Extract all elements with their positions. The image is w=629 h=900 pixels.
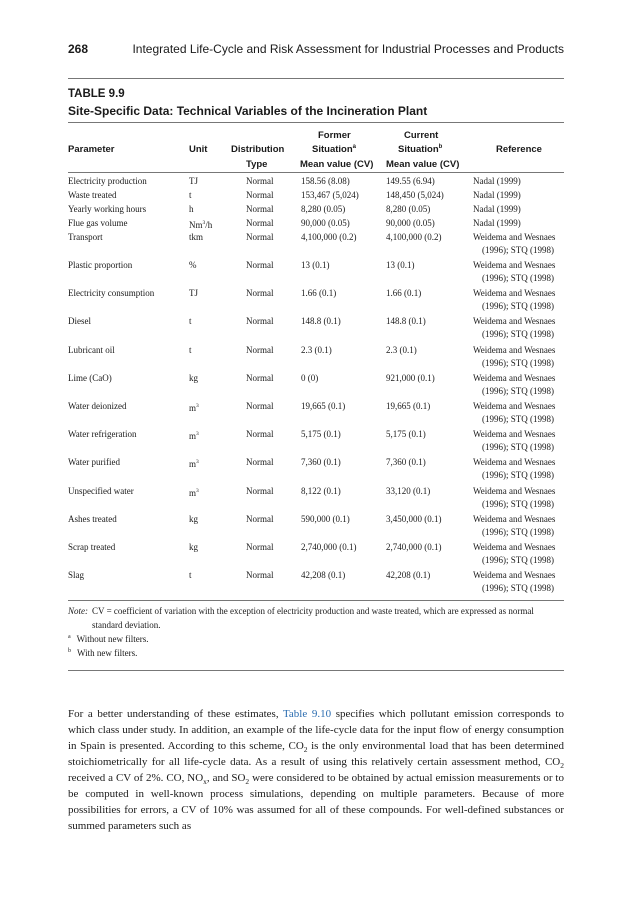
footnote-b: $^b$ With new filters. <box>68 648 138 658</box>
cell-unit: t <box>189 190 192 200</box>
cell-parameter: Waste treated <box>68 190 117 200</box>
cell-reference: (1996); STQ (1998) <box>482 245 554 255</box>
cell-unit: t <box>189 570 192 581</box>
cell-reference: Nadal (1999) <box>473 190 521 200</box>
cell-current-mean: 4,100,000 (0.2) <box>386 232 442 242</box>
cell-former-mean: 1.66 (0.1) <box>301 288 337 299</box>
cell-former-mean: 8,122 (0.1) <box>301 485 341 496</box>
cell-unit: TJ <box>189 176 198 186</box>
col-header-distribution-type: Type <box>246 159 268 170</box>
cell-current-mean: 2.3 (0.1) <box>386 344 417 355</box>
cell-distribution: Normal <box>246 570 274 581</box>
cell-distribution: Normal <box>246 232 274 242</box>
cell-former-mean: 42,208 (0.1) <box>301 570 346 581</box>
cell-unit: t <box>189 344 192 355</box>
cell-unit: $m^3$ <box>189 459 199 470</box>
table-header-rule <box>68 172 564 173</box>
cell-current-mean: 148.8 (0.1) <box>386 316 426 327</box>
col-header-current-mean: Mean value (CV) <box>386 159 460 170</box>
col-header-former-line1: Former <box>318 130 351 141</box>
cell-unit: kg <box>189 513 198 524</box>
col-header-former-line2: Situation$^a$ <box>312 144 356 156</box>
cell-unit: $m^3$ <box>189 403 199 413</box>
table-bottom-rule <box>68 600 564 601</box>
cell-former-mean: 2,740,000 (0.1) <box>301 542 357 552</box>
col-header-distribution: Distribution <box>231 144 285 155</box>
cell-distribution: Normal <box>246 372 274 383</box>
cell-former-mean: 19,665 (0.1) <box>301 401 346 411</box>
cell-current-mean: 148,450 (5,024) <box>386 190 444 200</box>
cell-distribution: Normal <box>246 288 274 299</box>
cell-reference: (1996); STQ (1998) <box>482 357 554 368</box>
cell-reference: (1996); STQ (1998) <box>482 273 554 283</box>
cell-reference: Nadal (1999) <box>473 218 521 228</box>
cell-unit: TJ <box>189 288 198 299</box>
cell-reference: (1996); STQ (1998) <box>482 442 554 453</box>
footnote-a: $^a$ Without new filters. <box>68 634 149 644</box>
cell-former-mean: 590,000 (0.1) <box>301 513 350 524</box>
page-number: 268 <box>68 42 89 56</box>
cell-current-mean: 3,450,000 (0.1) <box>386 513 442 524</box>
cell-current-mean: 90,000 (0.05) <box>386 218 435 228</box>
cell-reference: Weidema and Wesnaes <box>473 232 556 242</box>
cell-reference: (1996); STQ (1998) <box>482 414 554 424</box>
cell-unit: kg <box>189 372 198 383</box>
cell-parameter: Electricity consumption <box>68 288 155 299</box>
cell-distribution: Normal <box>246 542 274 552</box>
cell-distribution: Normal <box>246 176 274 186</box>
cell-reference: Weidema and Wesnaes <box>473 260 556 270</box>
cell-reference: (1996); STQ (1998) <box>482 583 554 594</box>
cell-reference: (1996); STQ (1998) <box>482 555 554 565</box>
cell-distribution: Normal <box>246 204 274 214</box>
cell-former-mean: 153,467 (5,024) <box>301 190 359 200</box>
col-header-reference: Reference <box>496 144 542 155</box>
cell-parameter: Lubricant oil <box>68 344 115 355</box>
cell-parameter: Unspecified water <box>68 485 134 496</box>
col-header-parameter: Parameter <box>68 144 115 155</box>
cell-parameter: Slag <box>68 570 85 581</box>
cell-current-mean: 13 (0.1) <box>386 260 415 270</box>
cell-reference: Weidema and Wesnaes <box>473 542 556 552</box>
cell-distribution: Normal <box>246 260 274 270</box>
cell-reference: Nadal (1999) <box>473 204 521 214</box>
cell-reference: Weidema and Wesnaes <box>473 372 556 383</box>
col-header-unit: Unit <box>189 144 208 155</box>
cell-distribution: Normal <box>246 218 274 228</box>
cell-reference: (1996); STQ (1998) <box>482 526 554 537</box>
cell-distribution: Normal <box>246 344 274 355</box>
col-header-current-line2: Situation$^b$ <box>398 144 443 156</box>
cell-former-mean: 148.8 (0.1) <box>301 316 341 327</box>
cell-unit: $m^3$ <box>189 431 199 442</box>
cell-parameter: Water purified <box>68 457 121 468</box>
cell-unit: $m^3$ <box>189 487 199 498</box>
cell-reference: (1996); STQ (1998) <box>482 385 554 396</box>
cell-parameter: Water refrigeration <box>68 429 137 440</box>
cell-reference: (1996); STQ (1998) <box>482 301 554 312</box>
cell-reference: (1996); STQ (1998) <box>482 498 554 509</box>
cell-distribution: Normal <box>246 316 274 327</box>
cell-distribution: Normal <box>246 190 274 200</box>
cell-reference: Weidema and Wesnaes <box>473 344 556 355</box>
running-header <box>68 42 564 60</box>
col-header-current-line1: Current <box>404 130 439 141</box>
note-text: CV = coefficient of variation with the exception of electricity production and waste treated, which are expressed as normal standard deviation. <box>92 606 534 630</box>
table-label: TABLE 9.9 <box>68 88 125 100</box>
cell-reference: Weidema and Wesnaes <box>473 485 556 496</box>
cell-reference: Weidema and Wesnaes <box>473 457 556 468</box>
cell-former-mean: 7,360 (0.1) <box>301 457 341 468</box>
cell-former-mean: 158.56 (8.08) <box>301 176 350 186</box>
cell-parameter: Transport <box>68 232 103 242</box>
cell-reference: Weidema and Wesnaes <box>473 401 556 411</box>
cell-distribution: Normal <box>246 429 274 440</box>
cell-distribution: Normal <box>246 513 274 524</box>
cell-unit: % <box>189 260 197 270</box>
cell-distribution: Normal <box>246 457 274 468</box>
table-link[interactable]: Table 9.10 <box>282 708 332 720</box>
cell-former-mean: 8,280 (0.05) <box>301 204 346 214</box>
cell-unit: Nm$^3$/h <box>189 220 213 230</box>
cell-current-mean: 921,000 (0.1) <box>386 372 435 383</box>
cell-unit: tkm <box>189 232 204 242</box>
cell-distribution: Normal <box>246 485 274 496</box>
cell-unit: kg <box>189 542 198 552</box>
cell-reference: Weidema and Wesnaes <box>473 316 556 327</box>
running-head-title: Integrated Life-Cycle and Risk Assessment for Industrial Processes and Products <box>132 42 564 56</box>
cell-former-mean: 0 (0) <box>301 372 319 383</box>
cell-parameter: Electricity production <box>68 176 147 186</box>
cell-former-mean: 2.3 (0.1) <box>301 344 332 355</box>
cell-current-mean: 19,665 (0.1) <box>386 401 431 411</box>
cell-unit: h <box>189 204 194 214</box>
cell-current-mean: 149.55 (6.94) <box>386 176 435 186</box>
cell-reference: Weidema and Wesnaes <box>473 288 556 299</box>
cell-former-mean: 5,175 (0.1) <box>301 429 341 440</box>
table-end-rule <box>68 670 564 671</box>
header-rule <box>68 78 564 79</box>
cell-current-mean: 33,120 (0.1) <box>386 485 431 496</box>
footnote-mark-a: a <box>352 144 356 150</box>
cell-parameter: Water deionized <box>68 401 127 411</box>
cell-former-mean: 13 (0.1) <box>301 260 330 270</box>
footnote-mark-b: b <box>438 144 443 150</box>
cell-reference: Weidema and Wesnaes <box>473 570 556 581</box>
cell-parameter: Flue gas volume <box>68 218 128 228</box>
cell-current-mean: 2,740,000 (0.1) <box>386 542 442 552</box>
cell-current-mean: 5,175 (0.1) <box>386 429 426 440</box>
cell-current-mean: 42,208 (0.1) <box>386 570 431 581</box>
cell-current-mean: 1.66 (0.1) <box>386 288 422 299</box>
cell-parameter: Yearly working hours <box>68 204 147 214</box>
cell-reference: (1996); STQ (1998) <box>482 329 554 340</box>
cell-former-mean: 4,100,000 (0.2) <box>301 232 357 242</box>
cell-parameter: Scrap treated <box>68 542 116 552</box>
cell-parameter: Diesel <box>68 316 91 327</box>
col-header-former-mean: Mean value (CV) <box>300 159 374 170</box>
cell-parameter: Ashes treated <box>68 513 117 524</box>
cell-parameter: Plastic proportion <box>68 260 133 270</box>
cell-parameter: Lime (CaO) <box>68 372 112 383</box>
table-title: Site-Specific Data: Technical Variables of the Incineration Plant <box>68 104 428 118</box>
cell-current-mean: 8,280 (0.05) <box>386 204 431 214</box>
cell-current-mean: 7,360 (0.1) <box>386 457 426 468</box>
cell-reference: (1996); STQ (1998) <box>482 470 554 481</box>
table-top-rule <box>68 122 564 123</box>
note-label: Note: <box>68 606 88 616</box>
body-paragraph: For a better understanding of these estimates, Table 9.10 specifies which pollutant emission corresponds to which class under study. In addition, an example of the life-cycle data for the input flow of energy consumption in Spain is presented. According to this scheme, $CO_2$ is the only environmental load that has been determined stoichiometrically for all life-cycle data. As a result of using this relatively certain assessment method, $CO_2$ received a CV of 2%. CO, $NO_x$, and $SO_2$ were considered to be obtained by actual emission measurements or to be computed in well-known process simulations, depending on multiple parameters. Because of more possibilities for errors, a CV of 10% was assumed for all of these compounds. For well-defined substances or summed parameters such as <box>68 708 564 832</box>
cell-unit: t <box>189 316 192 327</box>
cell-reference: Weidema and Wesnaes <box>473 429 556 440</box>
cell-reference: Nadal (1999) <box>473 176 521 186</box>
cell-former-mean: 90,000 (0.05) <box>301 218 350 228</box>
cell-reference: Weidema and Wesnaes <box>473 513 556 524</box>
cell-distribution: Normal <box>246 401 274 411</box>
